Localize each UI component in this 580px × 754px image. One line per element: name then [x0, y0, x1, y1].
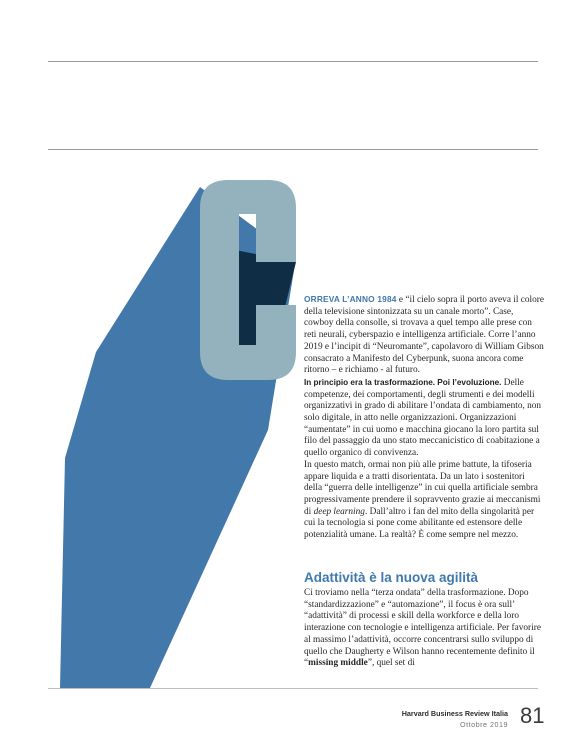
article-paragraph-4: [304, 588, 544, 670]
footer-rule: [48, 688, 538, 689]
footer-magazine-name: Harvard Business Review Italia: [401, 709, 508, 718]
paragraph-1-text: e “il cielo sopra il porto aveva il colore della televisione sintonizzata su un canale morto”. Case, cowboy della consolle, si trovava a quel tempo alle prese con reti neurali, cyberspazio e intelligenza artificiale. Corre l’anno 2019 e l’incipit di “Neuromante”, capolavoro di William Gibson consacrato a Manifesto del Cyberpunk, suona ancora come ritorno – e richiamo - al futuro.: [304, 295, 544, 376]
paragraph-3-italic: deep learning: [313, 506, 365, 517]
run-in-heading: In principio era la trasformazione. Poi l’evoluzione.: [304, 377, 502, 387]
article-paragraph-2: [304, 377, 544, 460]
paragraph-3-text-a: In questo match, ormai non più alle prime battute, la tifoseria appare liquida e a tratti disorientata. Da un lato i sostenitori della “guerra delle intelligenze” in cui quella artificiale sembra progressivamente prendere il sopravvento grazie ai meccanismi di: [304, 459, 541, 517]
paragraph-4-text-b: ”, quel set di: [367, 658, 415, 669]
page-footer: [402, 709, 508, 729]
paragraph-4-bold: missing middle: [308, 658, 368, 669]
paragraph-3-text-b: . Dall’altro i fan del mito della singolarità per cui la tecnologia si pone come abilitante ed estensore delle potenzialità umane. La realtà? È come sempre nel mezzo.: [304, 506, 535, 541]
article-paragraph-1: [304, 294, 544, 377]
footer-issue-date: Ottobre 2019: [460, 720, 508, 729]
section-subhead: Adattività è la nuova agilità: [304, 570, 479, 585]
paragraph-4-text-a: Ci troviamo nella “terza ondata” della trasformazione. Dopo “standardizzazione” e “automazione”, il focus è ora sull’ “adattività” di processi e skill della workforce e della loro interazione con tecnologie e intelligenza artificiale. Per favorire al massimo l’adattività, occorre concentrarsi sullo sviluppo di quello che Daugherty e Wilson hanno recentemente definito il “: [304, 588, 541, 669]
lead-in: ORREVA L’ANNO 1984: [304, 294, 397, 304]
article-body-column-2: [304, 588, 544, 670]
article-body-column: [304, 294, 544, 542]
page-number: 81: [520, 703, 545, 728]
article-paragraph-3: [304, 460, 544, 542]
paragraph-2-text: Delle competenze, dei comportamenti, degli strumenti e dei modelli organizzativi in grado di abilitare l’ondata di cambiamento, non solo digitale, in atto nelle organizzazioni. Organizzazioni “aumentate” in cui uomo e macchina giocano la loro partita sul filo del passaggio da uno stato meccanicistico di coabitazione a quello organico di convivenza.: [304, 377, 542, 459]
